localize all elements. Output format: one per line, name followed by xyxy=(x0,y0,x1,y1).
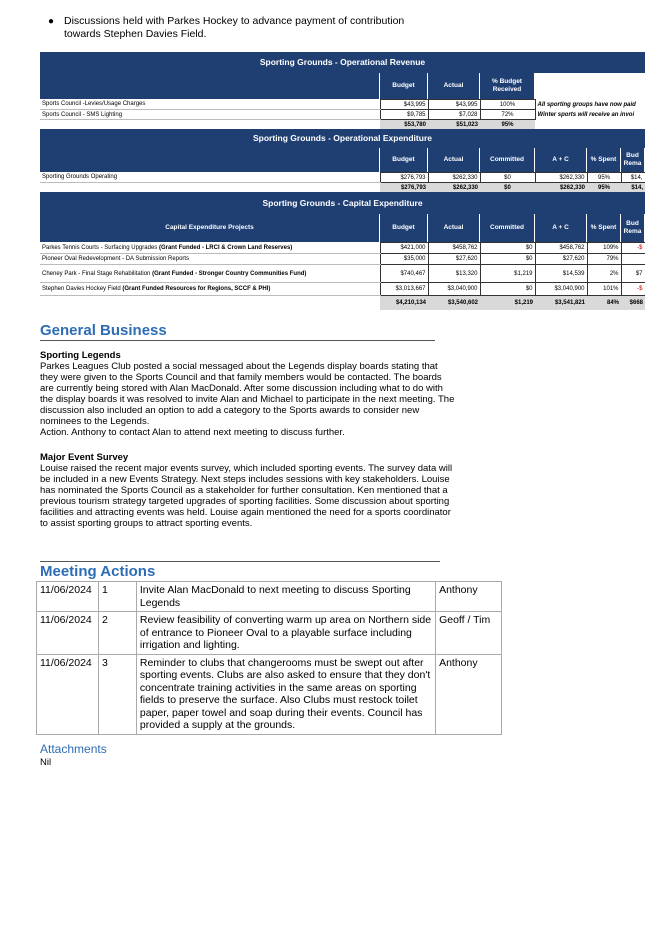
item-body: Parkes Leagues Club posted a social messaged about the Legends display boards stating that they were given to the Sports Council and that family members would be contacted. The boards are currently being stored with Alan MacDonald. After some discussion including what to do with the display boards it was resolved to invite Alan and Michael to participate in the next meeting. The discussion also included an option to add a category to the Sports awards to consider new nominees to the Legends. xyxy=(40,361,455,427)
expenditure-title: Sporting Grounds - Operational Expenditure xyxy=(40,129,645,148)
expenditure-header-budget: Budget xyxy=(380,148,428,172)
table-row: Pioneer Oval Redevelopment - DA Submission Reports $35,000 $27,620 $0 $27,620 79% xyxy=(40,254,645,265)
meeting-actions-heading: Meeting Actions xyxy=(40,563,156,580)
item-action: Action. Anthony to contact Alan to attend next meeting to discuss further. xyxy=(40,427,345,438)
capital-title: Sporting Grounds - Capital Expenditure xyxy=(40,192,645,214)
revenue-table xyxy=(40,99,645,129)
revenue-header-pct: % Budget Received xyxy=(480,73,535,99)
expenditure-header-actual: Actual xyxy=(428,148,480,172)
capital-total-row: $4,210,134 $3,540,602 $1,219 $3,541,821 84% $668 xyxy=(40,296,645,310)
revenue-header-row xyxy=(40,73,645,99)
attachments-value: Nil xyxy=(40,757,52,768)
table-row: 11/06/2024 2 Review feasibility of converting warm up area on Northern side of entrance to Pioneer Oval to a playable surface including irrigation and lighting. Geoff / Tim xyxy=(37,612,502,655)
table-row: Parkes Tennis Courts - Surfacing Upgrades (Grant Funded - LRCI & Crown Land Reserves) $421,000 $458,762 $0 $458,762 109% -$ xyxy=(40,243,645,254)
table-row: Stephen Davies Hockey Field (Grant Funded Resources for Regions, SCCF & PHI) $3,013,667 $3,040,900 $0 $3,040,900 101% -$ xyxy=(40,283,645,296)
bullet-dot-icon: ● xyxy=(48,16,55,27)
capital-header-budget: Budget xyxy=(380,214,428,242)
revenue-header-budget: Budget xyxy=(380,73,428,99)
attachments-heading: Attachments xyxy=(40,742,107,756)
table-row: Sporting Grounds Operating $276,793 $262,330 $0 $262,330 95% $14, xyxy=(40,173,645,183)
intro-bullet: ● Discussions held with Parkes Hockey to advance payment of contribution towards Stephen Davies Field. xyxy=(48,15,405,40)
finance-tables xyxy=(40,52,645,310)
divider xyxy=(40,340,435,341)
major-event-survey-section xyxy=(40,452,455,529)
capital-header-spent: % Spent xyxy=(587,214,621,242)
divider xyxy=(40,561,440,562)
table-row: 11/06/2024 3 Reminder to clubs that changerooms must be swept out after sporting events. Clubs are also asked to ensure that they don't concentrate training activities in the same areas on sporting fields to preserve the surface. Also Clubs must restock toilet paper, paper towel and soap during their events. Council has provided a supply at the grounds. Anthony xyxy=(37,654,502,734)
table-row: Sports Council -Levies/Usage Charges $43,995 $43,995 100% All sporting groups have now paid xyxy=(42,101,636,108)
expenditure-header-ac: A + C xyxy=(535,148,587,172)
expenditure-header-committed: Committed xyxy=(480,148,535,172)
expenditure-header-row xyxy=(40,148,645,172)
capital-header-ac: A + C xyxy=(535,214,587,242)
capital-header-row xyxy=(40,214,645,242)
capital-header-actual: Actual xyxy=(428,214,480,242)
item-title: Major Event Survey xyxy=(40,452,129,463)
meeting-actions-table xyxy=(36,581,502,735)
sporting-legends-section xyxy=(40,350,455,438)
capital-table xyxy=(40,242,645,310)
item-body: Louise raised the recent major events survey, which included sporting events. The survey data will be included in a new Events Strategy. Next steps includes sessions with key stakeholders. Louise has nominated the Sports Council as a stakeholder for further consultation. Ken mentioned that a previous tourism strategy targeted upgrades of sporting facilities. Some discussion about sporting facilities and attracting events was held. Louise again mentioned the need for a sports coordinator to assist sporting groups to attract sporting events. xyxy=(40,463,453,529)
expenditure-header-remaining: Bud Rema xyxy=(621,148,645,172)
table-row: Cheney Park - Final Stage Rehabilitation (Grant Funded - Stronger Country Communities Fund) $740,467 $13,320 $1,219 $14,539 2% $7 xyxy=(40,265,645,283)
revenue-total-row: $53,780 $51,023 95% xyxy=(40,120,645,130)
table-row: Sports Council - SMS Lighting $9,785 $7,028 72% Winter sports will receive an invoi xyxy=(42,111,635,118)
expenditure-total-row: $276,793 $262,330 $0 $262,330 95% $14, xyxy=(40,183,645,193)
table-row: 11/06/2024 1 Invite Alan MacDonald to next meeting to discuss Sporting Legends Anthony xyxy=(37,582,502,612)
expenditure-table xyxy=(40,172,645,192)
item-title: Sporting Legends xyxy=(40,350,121,361)
general-business-heading: General Business xyxy=(40,322,167,339)
expenditure-header-spent: % Spent xyxy=(587,148,621,172)
revenue-header-actual: Actual xyxy=(428,73,480,99)
revenue-title: Sporting Grounds - Operational Revenue xyxy=(40,52,645,73)
capital-header-projects: Capital Expenditure Projects xyxy=(40,214,380,242)
capital-header-committed: Committed xyxy=(480,214,535,242)
capital-header-remaining: Bud Rema xyxy=(621,214,645,242)
